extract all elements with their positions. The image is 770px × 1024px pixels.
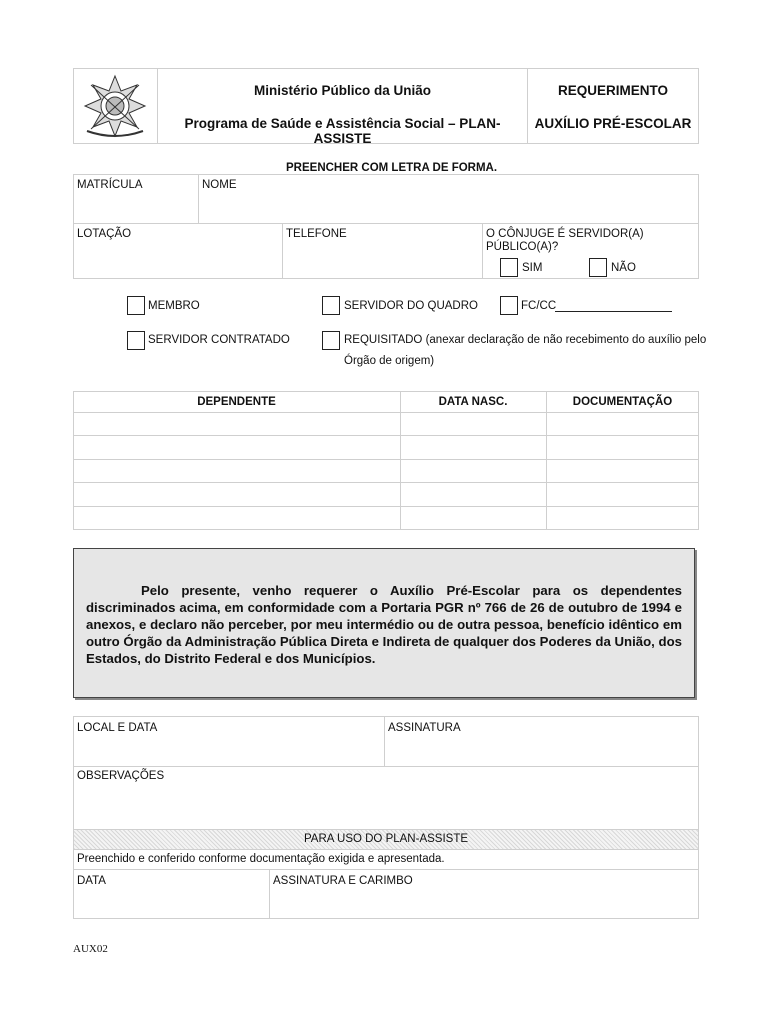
dep-row-line bbox=[73, 506, 699, 507]
membro-checkbox[interactable] bbox=[127, 296, 145, 315]
footer-row-line bbox=[73, 849, 699, 850]
dep-row-line bbox=[73, 459, 699, 460]
declaration-box bbox=[73, 548, 695, 698]
fccc-checkbox[interactable] bbox=[500, 296, 518, 315]
observacoes-label: OBSERVAÇÕES bbox=[77, 770, 165, 782]
membro-label: MEMBRO bbox=[148, 300, 200, 312]
requisitado-label-cont: Órgão de origem) bbox=[344, 355, 435, 367]
footer-row-line bbox=[73, 829, 699, 830]
assinatura-carimbo-field[interactable] bbox=[270, 890, 698, 918]
fill-instruction: PREENCHER COM LETRA DE FORMA. bbox=[286, 162, 498, 174]
col-divider-conjuge bbox=[482, 223, 483, 279]
nome-field[interactable] bbox=[199, 194, 698, 222]
footer-row-line bbox=[73, 766, 699, 767]
document-type: REQUERIMENTO bbox=[557, 83, 668, 98]
assinatura-carimbo-label: ASSINATURA E CARIMBO bbox=[273, 875, 413, 887]
declaration-text: Pelo presente, venho requerer o Auxílio Pré-Escolar para os dependentes discriminados acima, em conformidade com a Portaria PGR nº 766 de 26 de outubro de 1994 e anexos, e declaro não perceber, por meu intermédio ou de outra pessoa, benefício idêntico em outro Órgão da Administração Pública Direta e Indireta de qualquer dos Poderes da União, dos Estados, do Distrito Federal e dos Municípios. bbox=[86, 583, 682, 666]
conjuge-question-line1: O CÔNJUGE É SERVIDOR(A) bbox=[486, 228, 644, 240]
org-title: Ministério Público da União bbox=[253, 83, 432, 98]
program-title: Programa de Saúde e Assistência Social – PLAN-ASSISTE bbox=[184, 116, 501, 146]
requisitado-label: REQUISITADO (anexar declaração de não recebimento do auxílio pelo bbox=[344, 334, 707, 346]
telefone-label: TELEFONE bbox=[286, 228, 347, 240]
lotacao-label: LOTAÇÃO bbox=[77, 228, 132, 240]
servidor-quadro-checkbox[interactable] bbox=[322, 296, 340, 315]
conjuge-nao-label: NÃO bbox=[611, 262, 636, 274]
col-header-documentacao: DOCUMENTAÇÃO bbox=[572, 396, 673, 408]
conjuge-sim-label: SIM bbox=[522, 262, 543, 274]
fccc-label: FC/CC bbox=[521, 300, 557, 312]
matricula-field[interactable] bbox=[74, 194, 197, 222]
conferido-statement: Preenchido e conferido conforme documentação exigida e apresentada. bbox=[77, 853, 445, 865]
servidor-quadro-label: SERVIDOR DO QUADRO bbox=[344, 300, 478, 312]
lotacao-field[interactable] bbox=[74, 243, 281, 278]
conjuge-nao-checkbox[interactable] bbox=[589, 258, 607, 277]
observacoes-field[interactable] bbox=[74, 785, 698, 828]
document-subject: AUXÍLIO PRÉ-ESCOLAR bbox=[534, 116, 692, 131]
dep-row-line bbox=[73, 482, 699, 483]
header-divider-right bbox=[527, 68, 528, 144]
col-header-dependente: DEPENDENTE bbox=[197, 396, 276, 408]
local-data-label: LOCAL E DATA bbox=[77, 722, 158, 734]
form-code: AUX02 bbox=[73, 943, 108, 955]
nome-label: NOME bbox=[202, 179, 237, 191]
requisitado-checkbox[interactable] bbox=[322, 331, 340, 350]
telefone-field[interactable] bbox=[283, 243, 481, 278]
conjuge-question-line2: PÚBLICO(A)? bbox=[486, 241, 559, 253]
assinatura-field[interactable] bbox=[385, 737, 698, 765]
local-data-field[interactable] bbox=[74, 737, 383, 765]
matricula-label: MATRÍCULA bbox=[77, 179, 143, 191]
data-label: DATA bbox=[77, 875, 106, 887]
col-header-data-nasc: DATA NASC. bbox=[438, 396, 508, 408]
conjuge-sim-checkbox[interactable] bbox=[500, 258, 518, 277]
row-divider bbox=[73, 223, 699, 224]
fccc-fill-line[interactable] bbox=[555, 311, 672, 312]
servidor-contratado-label: SERVIDOR CONTRATADO bbox=[148, 334, 290, 346]
coat-of-arms-emblem bbox=[79, 73, 151, 139]
plan-assiste-use-heading: PARA USO DO PLAN-ASSISTE bbox=[303, 833, 469, 845]
servidor-contratado-checkbox[interactable] bbox=[127, 331, 145, 350]
assinatura-label: ASSINATURA bbox=[388, 722, 461, 734]
data-field[interactable] bbox=[74, 890, 268, 918]
dep-row-line bbox=[73, 412, 699, 413]
dep-row-line bbox=[73, 435, 699, 436]
footer-row-line bbox=[73, 869, 699, 870]
